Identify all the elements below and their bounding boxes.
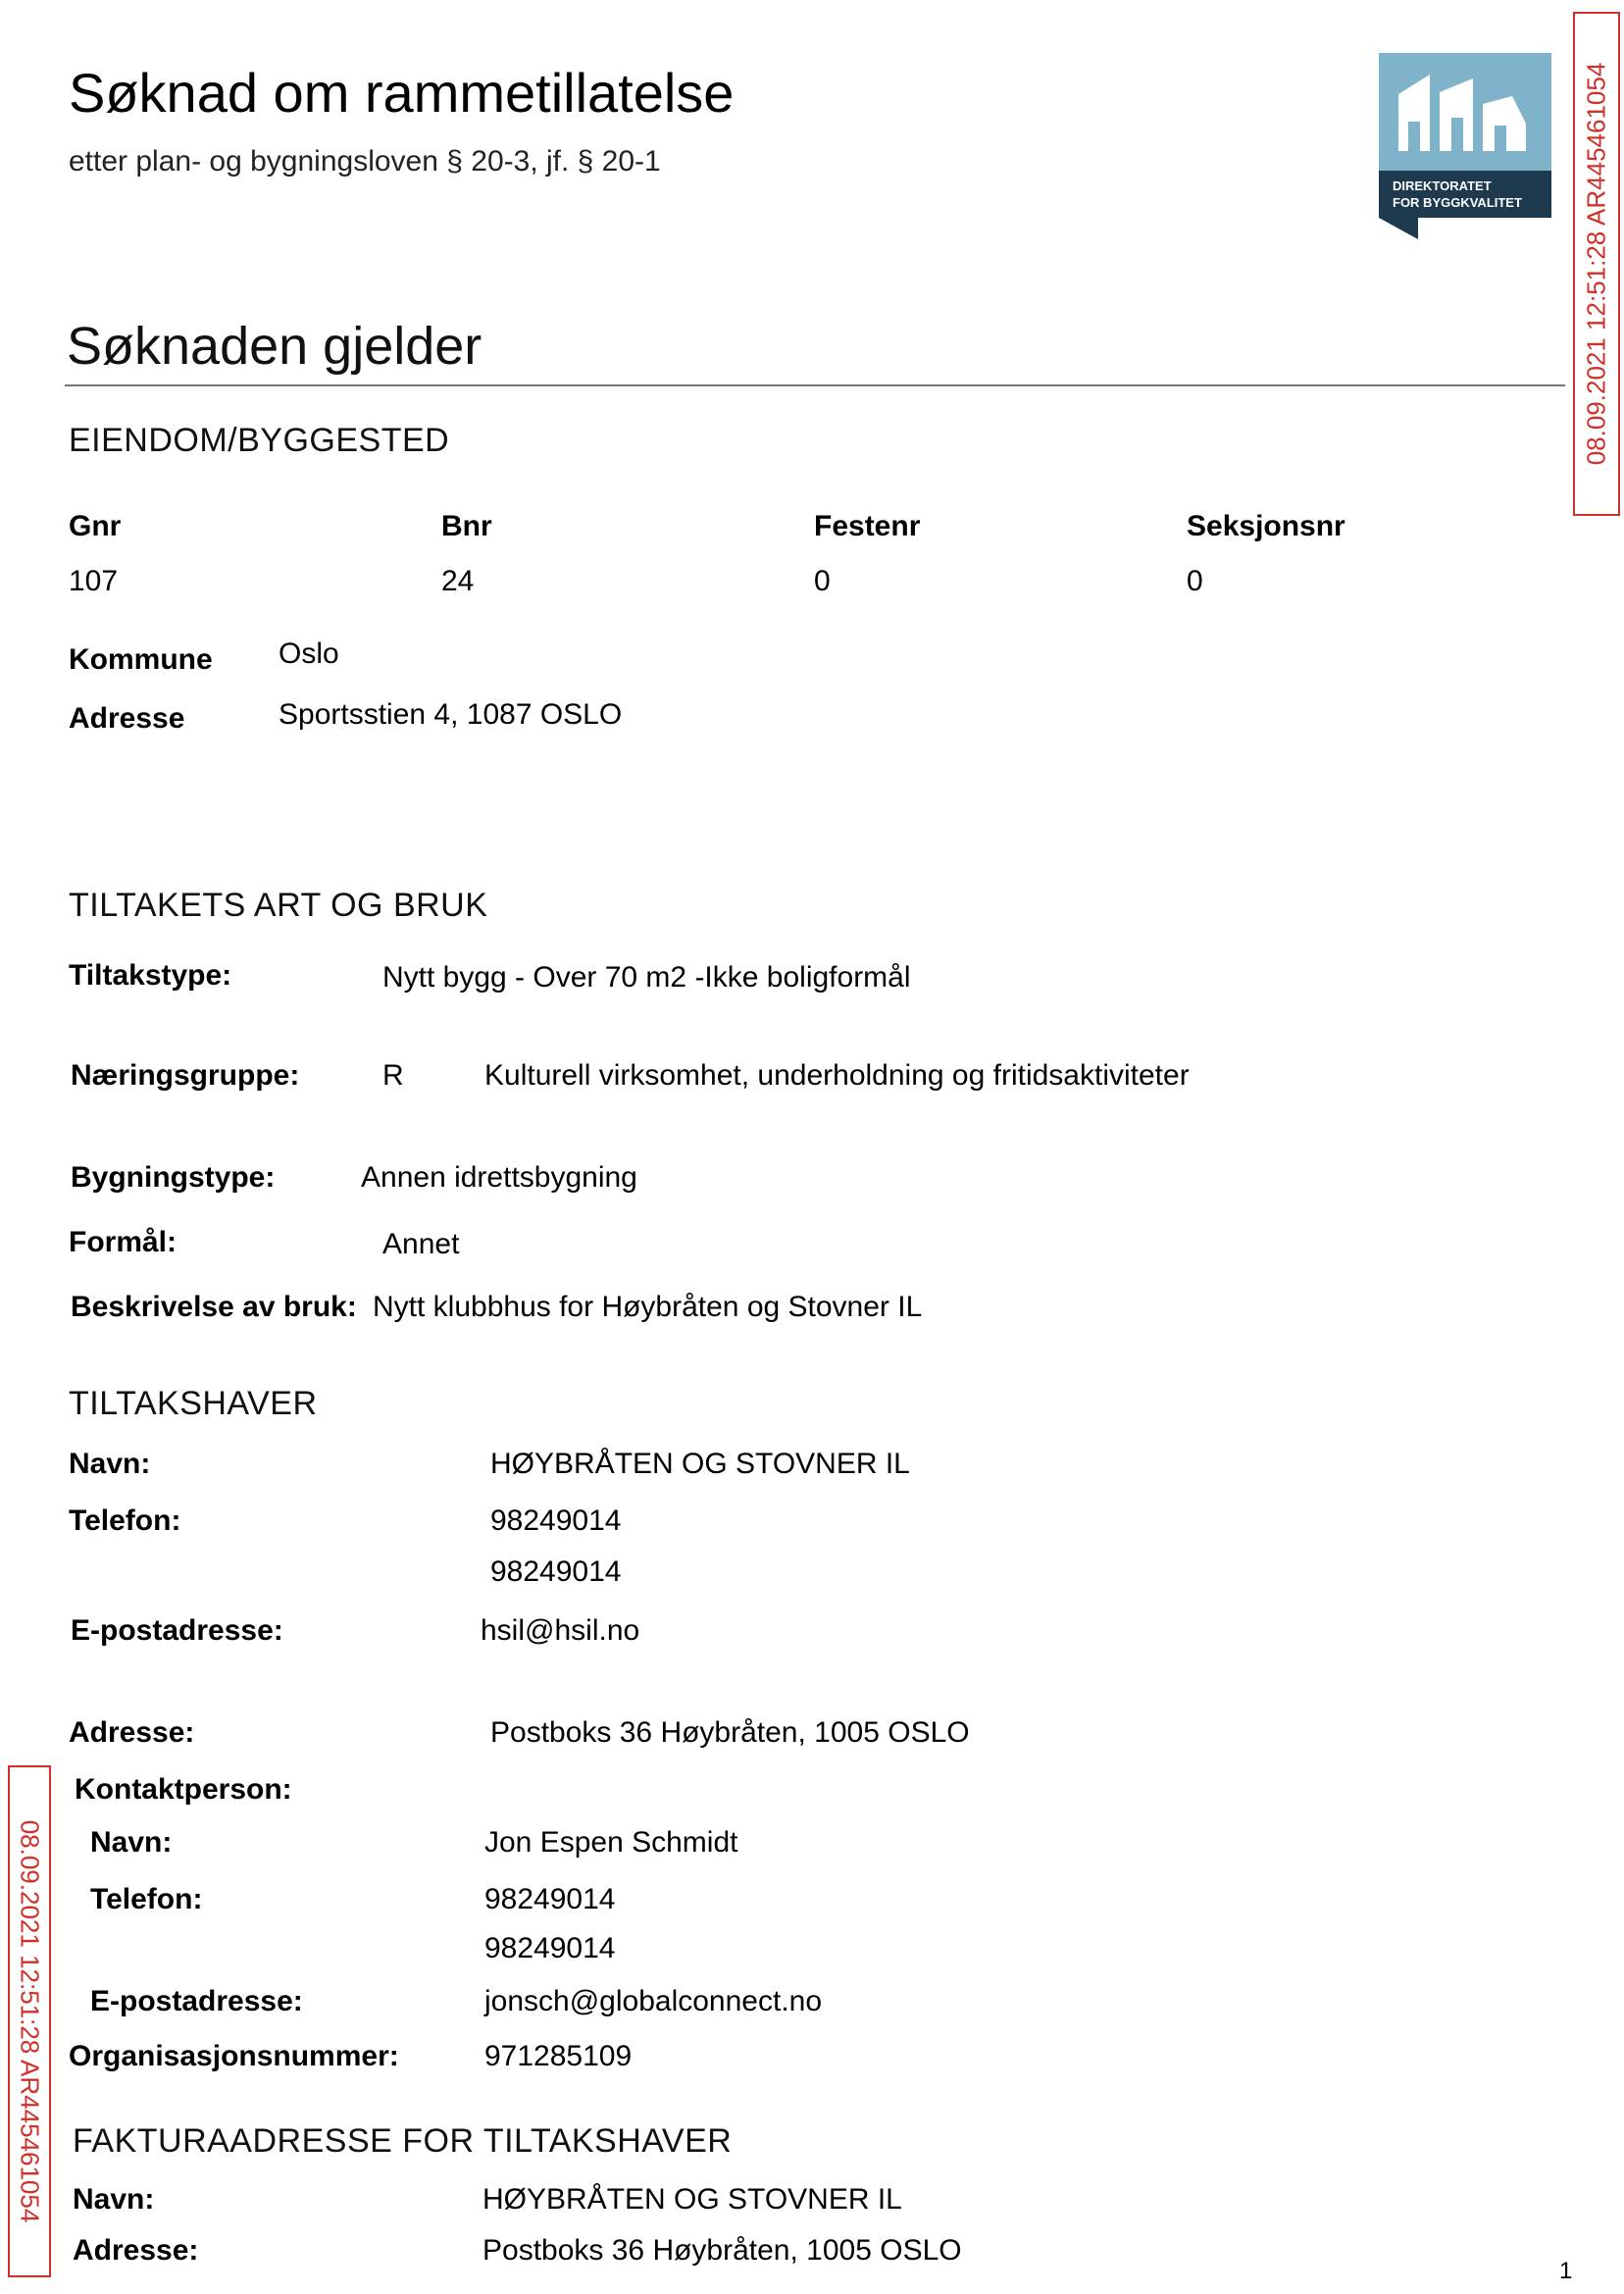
label-kommune: Kommune [69,643,213,676]
label-kontakt-telefon: Telefon: [90,1883,203,1915]
label-telefon: Telefon: [69,1504,181,1537]
value-adresse: Sportsstien 4, 1087 OSLO [279,698,623,731]
value-navn: HØYBRÅTEN OG STOVNER IL [490,1448,910,1480]
page-title: Søknad om rammetillatelse [69,62,735,124]
value-telefon-1: 98249014 [490,1504,622,1537]
label-epost: E-postadresse: [71,1614,283,1647]
logo-text-line2: FOR BYGGKVALITET [1393,195,1522,210]
label-kontaktperson: Kontaktperson: [75,1773,292,1806]
value-faktura-adresse: Postboks 36 Høybråten, 1005 OSLO [482,2234,962,2267]
value-naeringsgruppe-code: R [382,1059,404,1092]
value-kontakt-epost: jonsch@globalconnect.no [484,1985,823,2017]
section-heading-eiendom: EIENDOM/BYGGESTED [69,422,450,459]
dibk-logo [1379,53,1551,239]
label-bnr: Bnr [441,510,492,542]
label-navn: Navn: [69,1448,151,1480]
value-epost: hsil@hsil.no [481,1614,640,1647]
section-heading-faktura: FAKTURAADRESSE FOR TILTAKSHAVER [73,2122,733,2160]
section-heading-tiltak: TILTAKETS ART OG BRUK [69,887,488,924]
page-subtitle: etter plan- og bygningsloven § 20-3, jf. § 20-1 [69,145,661,178]
value-beskrivelse: Nytt klubbhus for Høybråten og Stovner IL [373,1291,923,1323]
label-formal: Formål: [69,1226,178,1258]
logo-text-line1: DIREKTORATET [1393,178,1492,193]
stamp-left [8,1765,51,2277]
value-kommune: Oslo [279,637,339,670]
label-adresse: Adresse [69,702,185,735]
label-beskrivelse: Beskrivelse av bruk: [71,1291,357,1323]
value-telefon-2: 98249014 [490,1555,622,1588]
label-naeringsgruppe: Næringsgruppe: [71,1059,300,1092]
value-kontakt-telefon-1: 98249014 [484,1883,616,1915]
value-naeringsgruppe: Kulturell virksomhet, underholdning og fritidsaktiviteter [484,1059,1190,1092]
divider [65,384,1565,386]
label-kontakt-epost: E-postadresse: [90,1985,303,2017]
label-festenr: Festenr [814,510,921,542]
building-logo-icon [1379,53,1551,239]
value-kontakt-navn: Jon Espen Schmidt [484,1826,738,1859]
value-kontakt-telefon-2: 98249014 [484,1932,616,1964]
value-bnr: 24 [441,565,475,597]
label-seksjonsnr: Seksjonsnr [1187,510,1345,542]
value-formal: Annet [382,1228,460,1260]
label-tiltakstype: Tiltakstype: [69,959,232,992]
value-faktura-navn: HØYBRÅTEN OG STOVNER IL [482,2183,902,2216]
label-bygningstype: Bygningstype: [71,1161,276,1194]
section-heading-soknaden: Søknaden gjelder [67,317,482,376]
value-orgnr: 971285109 [484,2040,633,2072]
page-number: 1 [1559,2258,1573,2284]
stamp-right [1573,12,1620,516]
label-faktura-navn: Navn: [73,2183,155,2216]
value-adresse-tiltakshaver: Postboks 36 Høybråten, 1005 OSLO [490,1716,970,1749]
label-faktura-adresse: Adresse: [73,2234,199,2267]
value-bygningstype: Annen idrettsbygning [361,1161,637,1194]
label-gnr: Gnr [69,510,122,542]
stamp-text-right: 08.09.2021 12:51:28 AR445461054 [1581,62,1611,466]
value-tiltakstype: Nytt bygg - Over 70 m2 -Ikke boligformål [382,961,911,994]
value-festenr: 0 [814,565,831,597]
value-gnr: 107 [69,565,119,597]
label-orgnr: Organisasjonsnummer: [69,2040,399,2072]
value-seksjonsnr: 0 [1187,565,1203,597]
label-kontakt-navn: Navn: [90,1826,173,1859]
stamp-text-left: 08.09.2021 12:51:28 AR445461054 [15,1819,45,2223]
section-heading-tiltakshaver: TILTAKSHAVER [69,1385,318,1422]
label-adresse-tiltakshaver: Adresse: [69,1716,195,1749]
